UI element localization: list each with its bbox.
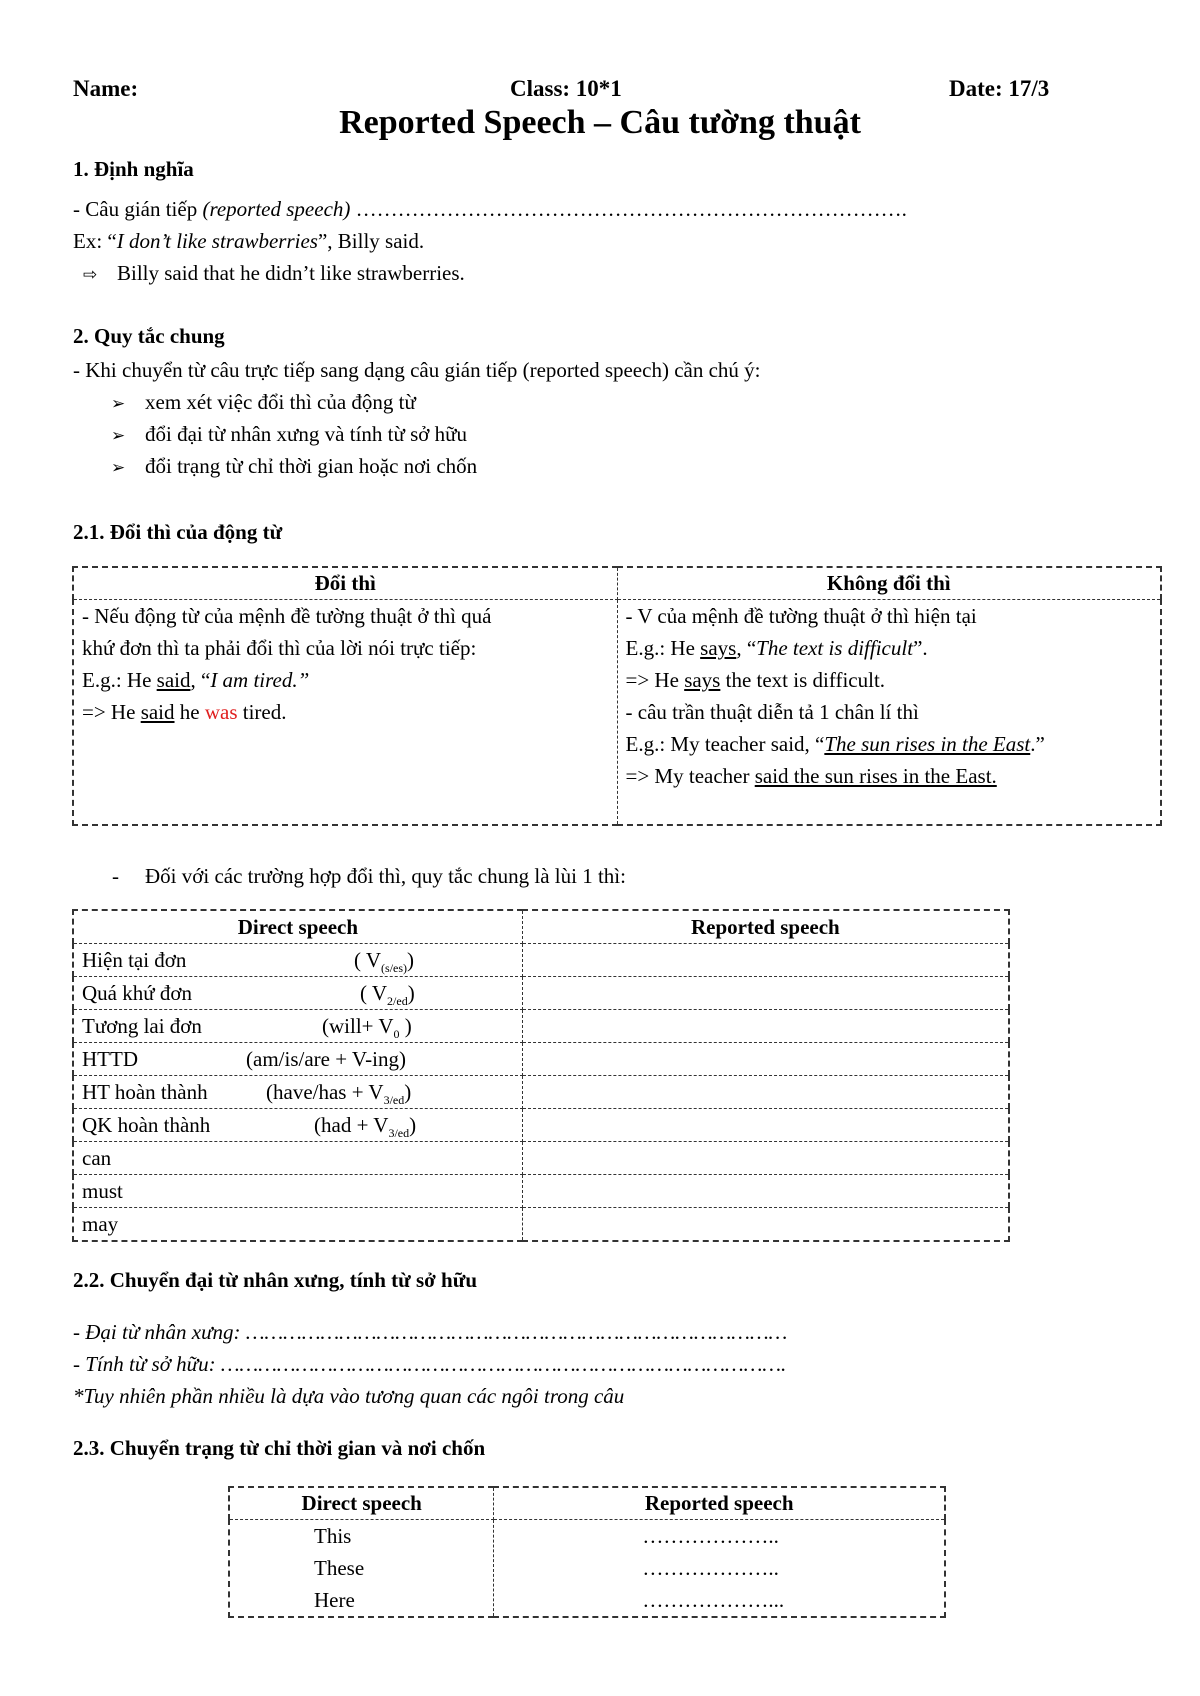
example-result: Billy said that he didn’t like strawberries. (117, 261, 465, 285)
table-row (73, 944, 1009, 977)
list-item-text: xem xét việc đổi thì của động từ (145, 390, 416, 414)
underlined-text: said (140, 700, 175, 724)
tense-form (246, 1043, 406, 1075)
definition-prefix: - Câu gián tiếp (73, 197, 203, 221)
direct-cell (73, 977, 522, 1010)
column-header: Không đổi thì (617, 567, 1161, 600)
table-row (73, 1010, 1009, 1043)
pronoun-line (73, 1320, 787, 1345)
cell-line (626, 664, 1153, 696)
name-label: Name: (73, 76, 139, 101)
table-row (73, 1043, 1009, 1076)
possessive-line (73, 1352, 786, 1377)
example-suffix: ”, Billy said. (317, 229, 425, 253)
form-subscript: 3/ed (388, 1126, 410, 1141)
page-title: Reported Speech – Câu tường thuật (339, 104, 861, 141)
cell-line (626, 760, 1153, 792)
underlined-italic-text: The sun rises in the East (824, 732, 1031, 756)
column-header: Đổi thì (73, 567, 617, 600)
text: E.g.: He (82, 668, 157, 692)
direct-word: These (314, 1556, 365, 1580)
section-2-1-heading: 2.1. Đổi thì của động từ (73, 520, 283, 544)
direct-cell: can (73, 1142, 522, 1175)
tense-rule-line (112, 864, 626, 889)
table-header-row (229, 1487, 945, 1520)
highlighted-text: was (204, 700, 238, 724)
section-2-3-heading: 2.3. Chuyển trạng từ chỉ thời gian và nơi chốn (73, 1436, 486, 1460)
reported-cell[interactable] (522, 1109, 1009, 1142)
direct-cell (73, 1043, 522, 1076)
underlined-text: says (700, 636, 737, 660)
text: tired. (237, 700, 287, 724)
text: => My teacher (625, 764, 755, 788)
table-row (229, 1520, 945, 1618)
list-item (111, 422, 467, 447)
list-item (111, 390, 416, 415)
form-end: ) (407, 948, 415, 972)
underlined-text: says (684, 668, 721, 692)
direct-word: This (314, 1524, 352, 1548)
direct-cell: must (73, 1175, 522, 1208)
section-1-heading: 1. Định nghĩa (73, 157, 194, 181)
table-cell (617, 600, 1161, 826)
table-row (73, 1175, 1009, 1208)
form-subscript: (s/es) (381, 961, 408, 976)
text: => He (82, 700, 141, 724)
table-header-row (73, 910, 1009, 944)
text: ”. (913, 636, 928, 660)
table-row (73, 1208, 1009, 1242)
form-subscript: 3/ed (383, 1093, 405, 1108)
table-row (73, 1076, 1009, 1109)
form-end: ) (407, 981, 415, 1005)
text: .” (1030, 732, 1045, 756)
definition-term: (reported speech) (202, 197, 351, 221)
possessive-label: - Tính từ sở hữu: (73, 1352, 216, 1376)
adverb-table (228, 1486, 946, 1618)
section-2-2-heading: 2.2. Chuyển đại từ nhân xưng, tính từ sở hữu (73, 1268, 477, 1292)
arrowhead-bullet-icon: ➢ (111, 426, 126, 445)
form-text: (have/has + V (266, 1080, 384, 1104)
text: he (174, 700, 205, 724)
backshift-table (72, 909, 1010, 1242)
tense-name: Quá khứ đơn (82, 981, 192, 1005)
underlined-text: said the sun rises in the East. (754, 764, 997, 788)
cell-line (82, 664, 609, 696)
reported-cell (494, 1520, 945, 1618)
form-text: (will+ V (322, 1014, 394, 1038)
definition-line (73, 197, 907, 222)
date-label: Date: 17/3 (949, 76, 1050, 101)
italic-text: The text is difficult (756, 636, 914, 660)
reported-cell[interactable] (522, 1010, 1009, 1043)
reported-cell[interactable] (522, 1175, 1009, 1208)
tense-name: HTTD (82, 1047, 138, 1071)
table-cell (73, 600, 617, 826)
tense-rule-text: Đối với các trường hợp đổi thì, quy tắc chung là lùi 1 thì: (145, 864, 626, 888)
section-2-intro: - Khi chuyển từ câu trực tiếp sang dạng câu gián tiếp (reported speech) cần chú ý: (73, 358, 761, 382)
example-line (73, 229, 424, 254)
reported-cell[interactable] (522, 944, 1009, 977)
text: E.g.: My teacher said, “ (625, 732, 825, 756)
tense-name: HT hoàn thành (82, 1080, 208, 1104)
form-text: ( V (360, 981, 388, 1005)
text: , “ (736, 636, 757, 660)
form-end: ) (404, 1080, 412, 1104)
dash-bullet: - (112, 864, 119, 888)
underlined-text: said (156, 668, 191, 692)
form-subscript: 0 (393, 1027, 400, 1042)
direct-cell (229, 1520, 494, 1618)
italic-text: I am tired.” (210, 668, 310, 692)
reported-cell[interactable] (522, 1076, 1009, 1109)
cell-line: - câu trần thuật diễn tả 1 chân lí thì (625, 700, 919, 724)
direct-cell (73, 1076, 522, 1109)
tense-name: Tương lai đơn (82, 1014, 202, 1038)
fill-dots[interactable]: ……………….. (642, 1556, 779, 1580)
tense-name: QK hoàn thành (82, 1113, 211, 1137)
direct-cell (73, 944, 522, 977)
column-header: Direct speech (73, 910, 522, 944)
table-header-row (73, 567, 1161, 600)
cell-line: - Nếu động từ của mệnh đề tường thuật ở thì quá (82, 604, 492, 628)
table-row (73, 1142, 1009, 1175)
definition-dots: ……………………………………………………………………. (350, 197, 907, 221)
tense-form (314, 1109, 416, 1149)
example-prefix: Ex: “ (73, 229, 117, 253)
text: the text is difficult. (720, 668, 886, 692)
form-subscript: 2/ed (387, 994, 408, 1009)
column-header: Direct speech (229, 1487, 494, 1520)
fill-dots[interactable]: ………………... (642, 1588, 785, 1612)
direct-cell: may (73, 1208, 522, 1242)
reported-cell[interactable] (522, 1208, 1009, 1242)
direct-word: Here (314, 1588, 355, 1612)
example-result-line (83, 261, 465, 286)
class-label: Class: 10*1 (510, 76, 622, 101)
tense-name: Hiện tại đơn (82, 948, 187, 972)
fill-dots[interactable]: ………………………………………………………………………………. (215, 1352, 787, 1376)
reported-cell[interactable] (522, 1142, 1009, 1175)
reported-cell[interactable] (522, 1043, 1009, 1076)
form-end: ) (409, 1113, 417, 1137)
text: => He (625, 668, 685, 692)
direct-cell (73, 1109, 522, 1142)
fill-dots[interactable]: ……………….. (642, 1524, 779, 1548)
direct-cell (73, 1010, 522, 1043)
arrowhead-bullet-icon: ➢ (111, 394, 126, 413)
form-text: (am/is/are + V-ing) (246, 1047, 406, 1071)
list-item-text: đổi đại từ nhân xưng và tính từ sở hữu (145, 422, 468, 446)
tense-change-table (72, 566, 1162, 826)
fill-dots[interactable]: …………………………………………………………………………… (240, 1320, 788, 1344)
pronoun-label: - Đại từ nhân xưng: (73, 1320, 241, 1344)
cell-line (626, 728, 1153, 760)
column-header: Reported speech (494, 1487, 945, 1520)
list-item (111, 454, 477, 479)
table-row (73, 1109, 1009, 1142)
cell-line (82, 696, 609, 728)
text: , “ (190, 668, 211, 692)
section-2-heading: 2. Quy tắc chung (73, 324, 225, 348)
cell-line: khứ đơn thì ta phải đổi thì của lời nói trực tiếp: (82, 636, 477, 660)
arrowhead-bullet-icon: ➢ (111, 458, 126, 477)
form-text: ( V (354, 948, 382, 972)
column-header: Reported speech (522, 910, 1009, 944)
form-text: (had + V (314, 1113, 389, 1137)
reported-cell[interactable] (522, 977, 1009, 1010)
form-end: ) (399, 1014, 412, 1038)
arrow-right-icon: ⇨ (83, 265, 98, 285)
table-row (73, 977, 1009, 1010)
example-quote: I don’t like strawberries (116, 229, 318, 253)
cell-line (626, 632, 1153, 664)
cell-line: - V của mệnh đề tường thuật ở thì hiện tại (625, 604, 977, 628)
list-item-text: đổi trạng từ chỉ thời gian hoặc nơi chốn (145, 454, 478, 478)
note-line: *Tuy nhiên phần nhiều là dựa vào tương quan các ngôi trong câu (73, 1384, 625, 1408)
table-row (73, 600, 1161, 826)
text: E.g.: He (625, 636, 701, 660)
